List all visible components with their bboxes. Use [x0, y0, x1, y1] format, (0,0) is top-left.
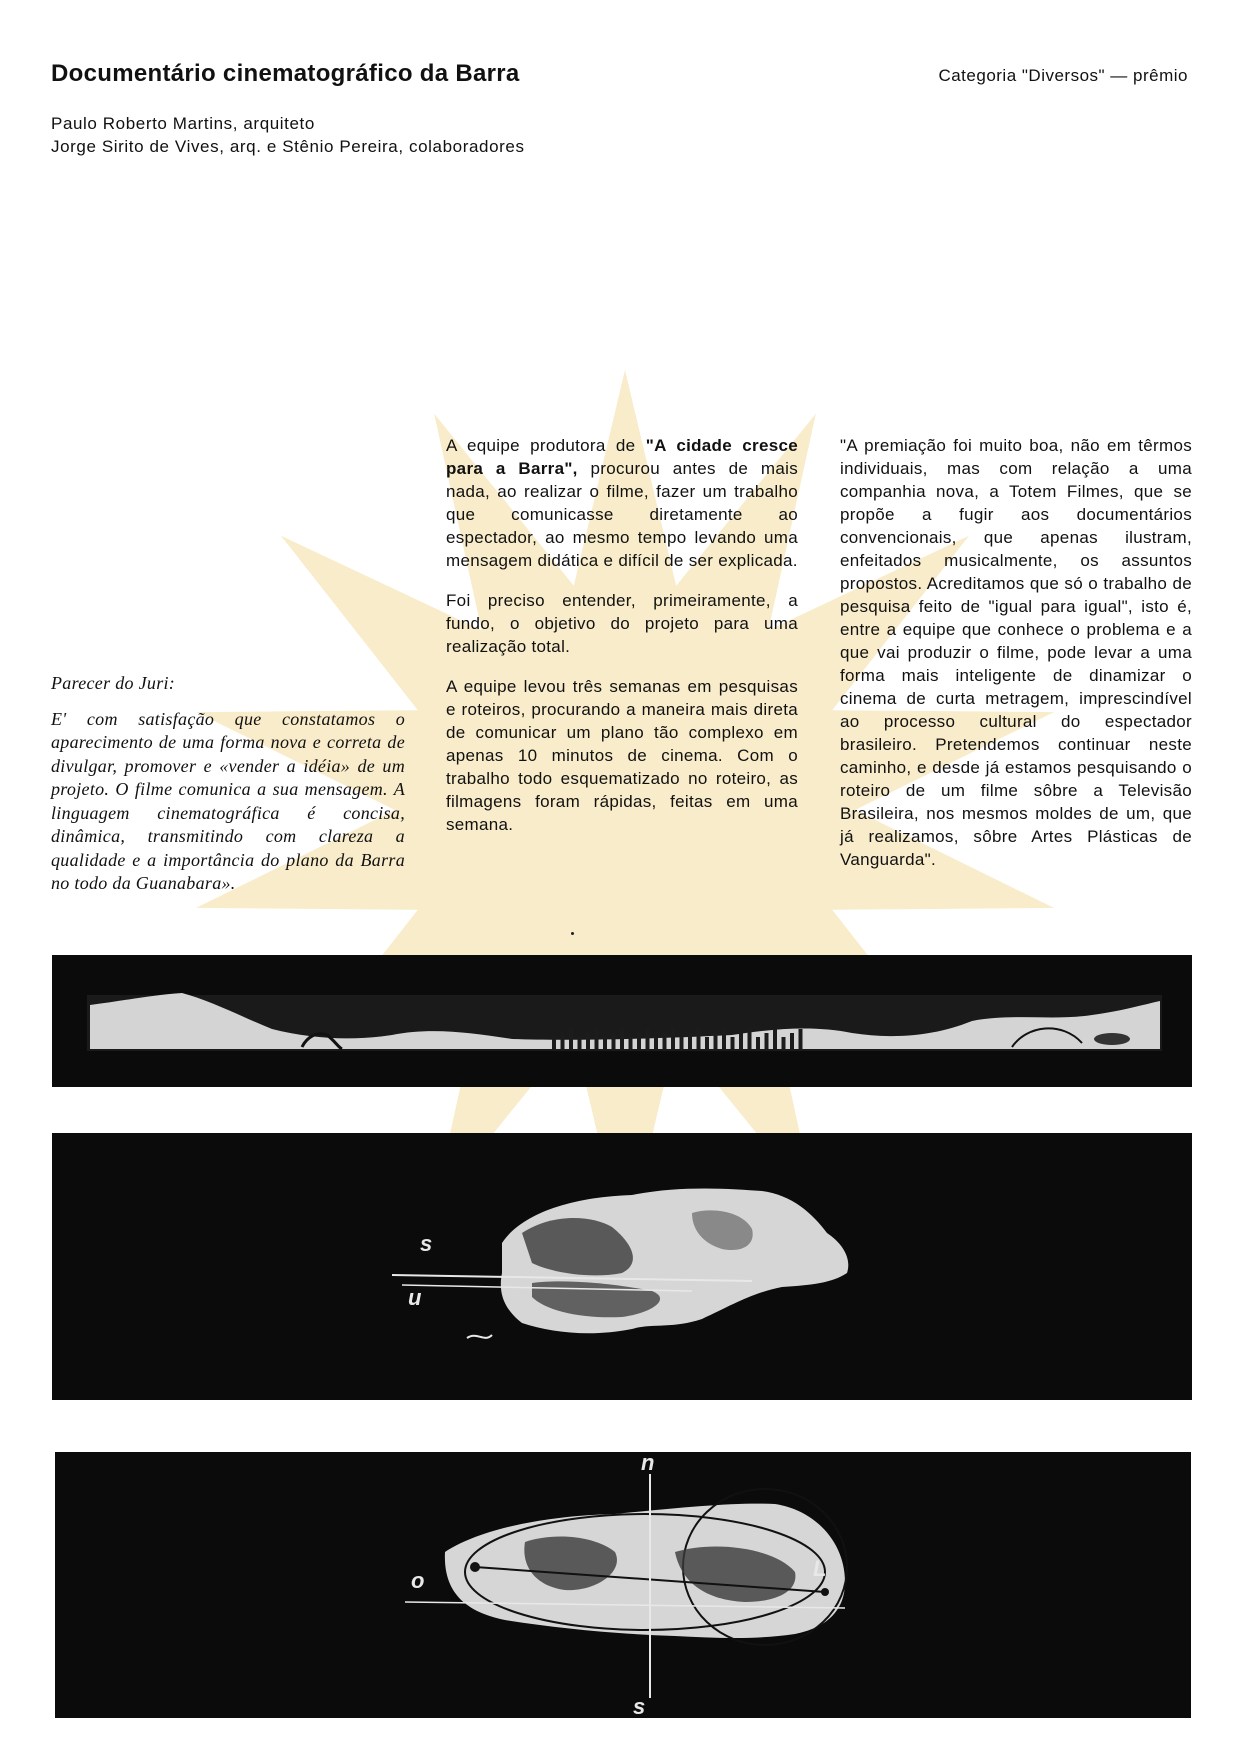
- credit-author: Paulo Roberto Martins, arquiteto: [51, 114, 315, 133]
- map-label-u: u: [408, 1285, 422, 1310]
- compass-map-drawing-icon: [55, 1452, 1191, 1718]
- credit-collaborators: Jorge Sirito de Vives, arq. e Stênio Pereira, colaboradores: [51, 137, 525, 156]
- film-still-compass-map: [55, 1452, 1191, 1718]
- category-label: Categoria "Diversos" — prêmio: [938, 66, 1188, 85]
- film-still-skyline: [52, 955, 1192, 1087]
- map-drawing-icon: [52, 1133, 1192, 1400]
- compass-label-o: o: [411, 1568, 425, 1593]
- jury-column: [51, 672, 405, 913]
- compass-label-n: n: [641, 1452, 655, 1475]
- producer-quote: "A premiação foi muito boa, não em têrmos individuais, mas com relação a uma companhia nova, a Totem Filmes, que se propõe a fugir aos documentários convencionais, que apenas ilustram, enfeitados musicalmente, os assuntos propostos. Acreditamos que só o trabalho de pesquisa feito de "igual para igual", isto é, entre a equipe que conhece o problema e a que vai produzir o filme, pode levar a uma forma mais inteligente de dinamizar o cinema de curta metragem, imprescindível ao processo cultural do espectador brasileiro. Pretendemos continuar neste caminho, e desde já estamos pesquisando o roteiro de um filme sôbre a Televisão Brasileira, nos mesmos moldes de um, que já realizamos, sôbre Artes Plásticas de Vanguarda".: [840, 436, 1192, 869]
- compass-label-s: s: [633, 1694, 646, 1718]
- jury-text: E' com satisfação que constatamos o aparecimento de uma forma nova e correta de divulgar, promover e «vender a idéia» de um projeto. O filme comunica a sua mensagem. A linguagem cinematográfica é concisa, dinâmica, transmitindo com clareza a qualidade e a importância do plano da Barra no todo da Guanabara».: [51, 708, 405, 893]
- film-still-map: [52, 1133, 1192, 1400]
- credits: [51, 112, 525, 158]
- page-title: Documentário cinematográfico da Barra: [51, 60, 520, 87]
- right-column: [840, 434, 1192, 888]
- film-title: "A cidade cresce para a Barra",: [446, 436, 798, 478]
- compass-label-l: L: [813, 1556, 827, 1581]
- map-label-s: s: [420, 1231, 433, 1256]
- middle-paragraph-3: A equipe levou três semanas em pesquisas e roteiros, procurando a maneira mais direta de comunicar um plano tão complexo em apenas 10 minutos de cinema. Com o trabalho todo esquematizado no roteiro, as filmagens foram rápidas, feitas em uma semana.: [446, 677, 798, 834]
- middle-p1-pre: A equipe produtora de: [446, 436, 646, 455]
- middle-column: [446, 434, 798, 853]
- middle-paragraph-2: Foi preciso entender, primeiramente, a fundo, o objetivo do projeto para uma realização total.: [446, 591, 798, 656]
- skyline-drawing-icon: [52, 955, 1192, 1087]
- middle-p1-post: procurou antes de mais nada, ao realizar o filme, fazer um trabalho que comunicasse diretamente ao espectador, ao mesmo tempo levando uma mensagem didática e difícil de ser explicada.: [446, 459, 798, 570]
- middle-paragraph-1: [446, 434, 798, 572]
- jury-heading: Parecer do Juri:: [51, 673, 176, 693]
- stray-dot: [571, 932, 574, 935]
